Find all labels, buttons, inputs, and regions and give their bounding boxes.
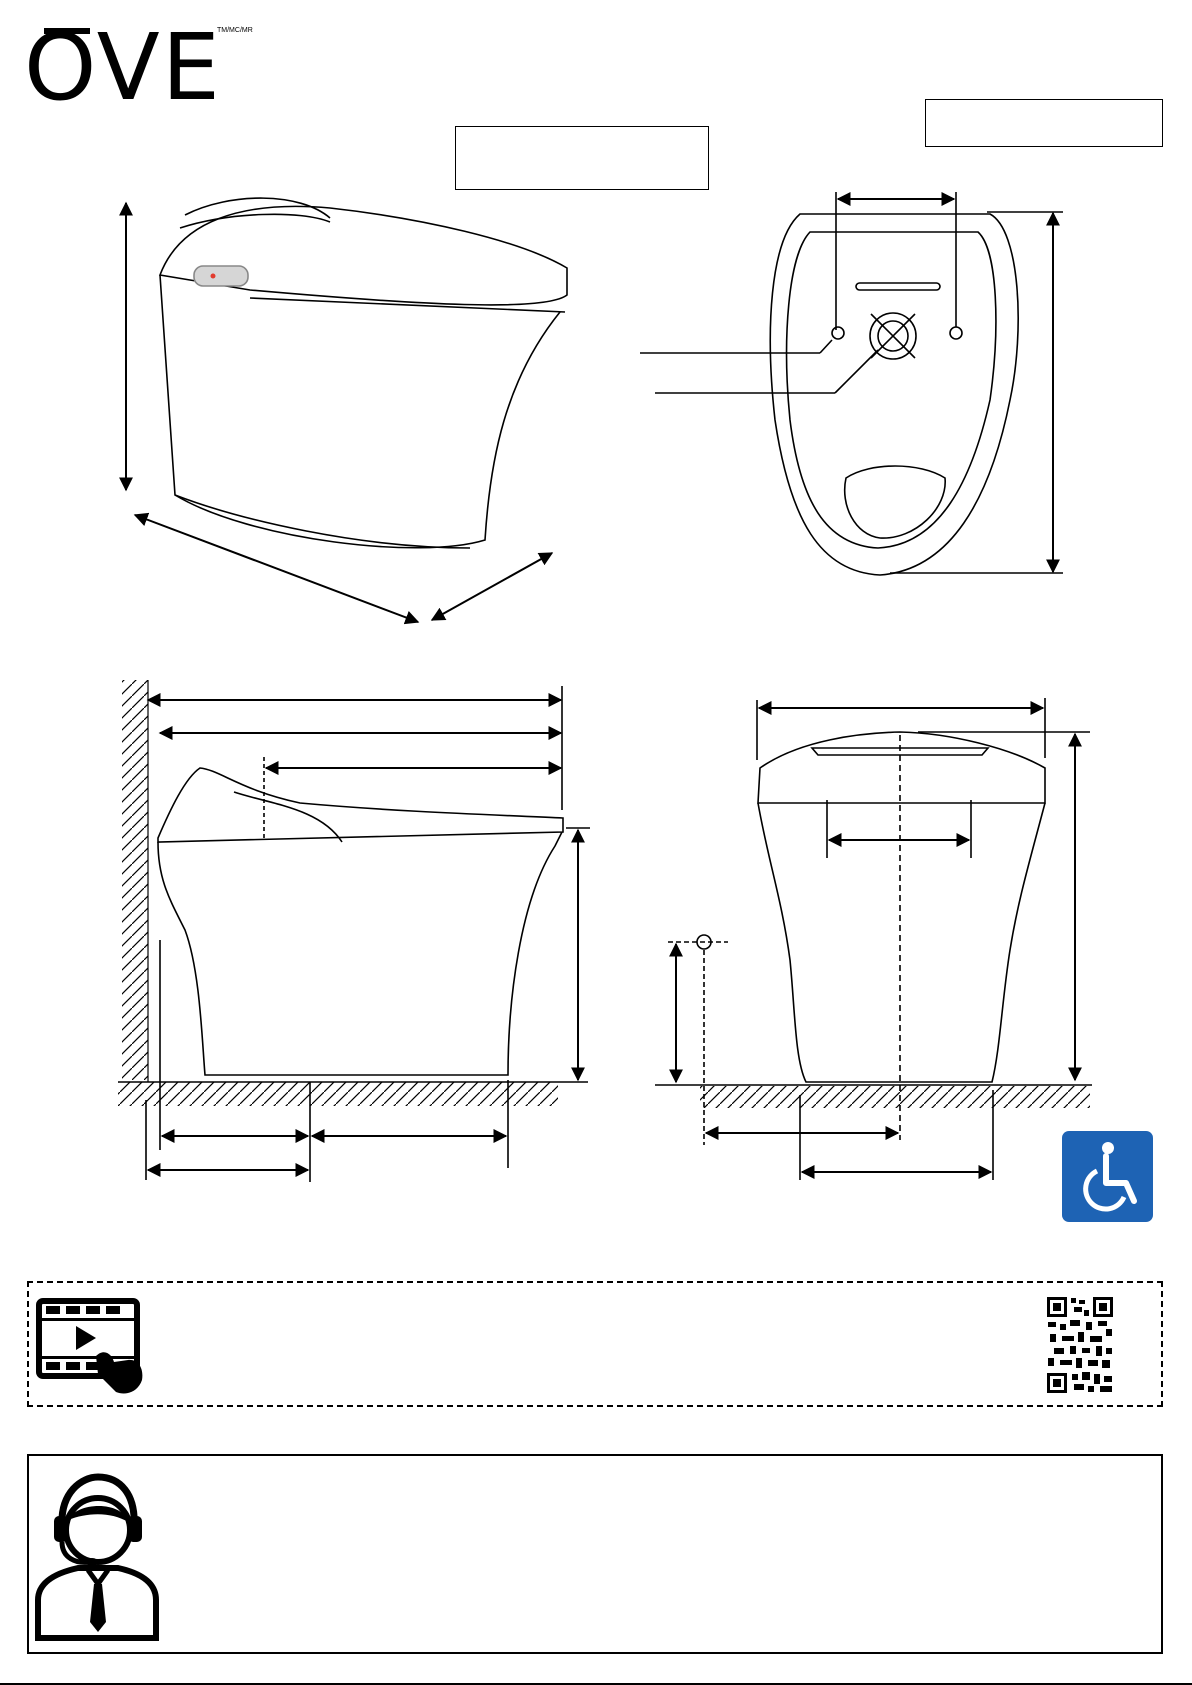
- floor-hatch: [118, 1082, 558, 1106]
- wheelchair-accessible-icon: [1062, 1131, 1153, 1222]
- trademark-mark: TM/MC/MR: [217, 27, 253, 34]
- video-play-hand-icon: [34, 1296, 159, 1398]
- side-dimensions: [146, 686, 590, 1182]
- top-view: [770, 214, 1018, 575]
- front-view: [758, 732, 1045, 1082]
- perspective-dimensions: [126, 203, 552, 622]
- qr-code: [1046, 1296, 1114, 1394]
- wall-hatch: [122, 680, 148, 1080]
- customer-support-agent-icon: [32, 1472, 160, 1642]
- perspective-view: [160, 198, 567, 548]
- customer-support-panel: [27, 1454, 1163, 1654]
- side-view: [158, 768, 563, 1075]
- front-floor-hatch: [700, 1086, 1090, 1108]
- brand-logo: OVE: [24, 14, 222, 121]
- video-instructions-panel: [27, 1281, 1163, 1407]
